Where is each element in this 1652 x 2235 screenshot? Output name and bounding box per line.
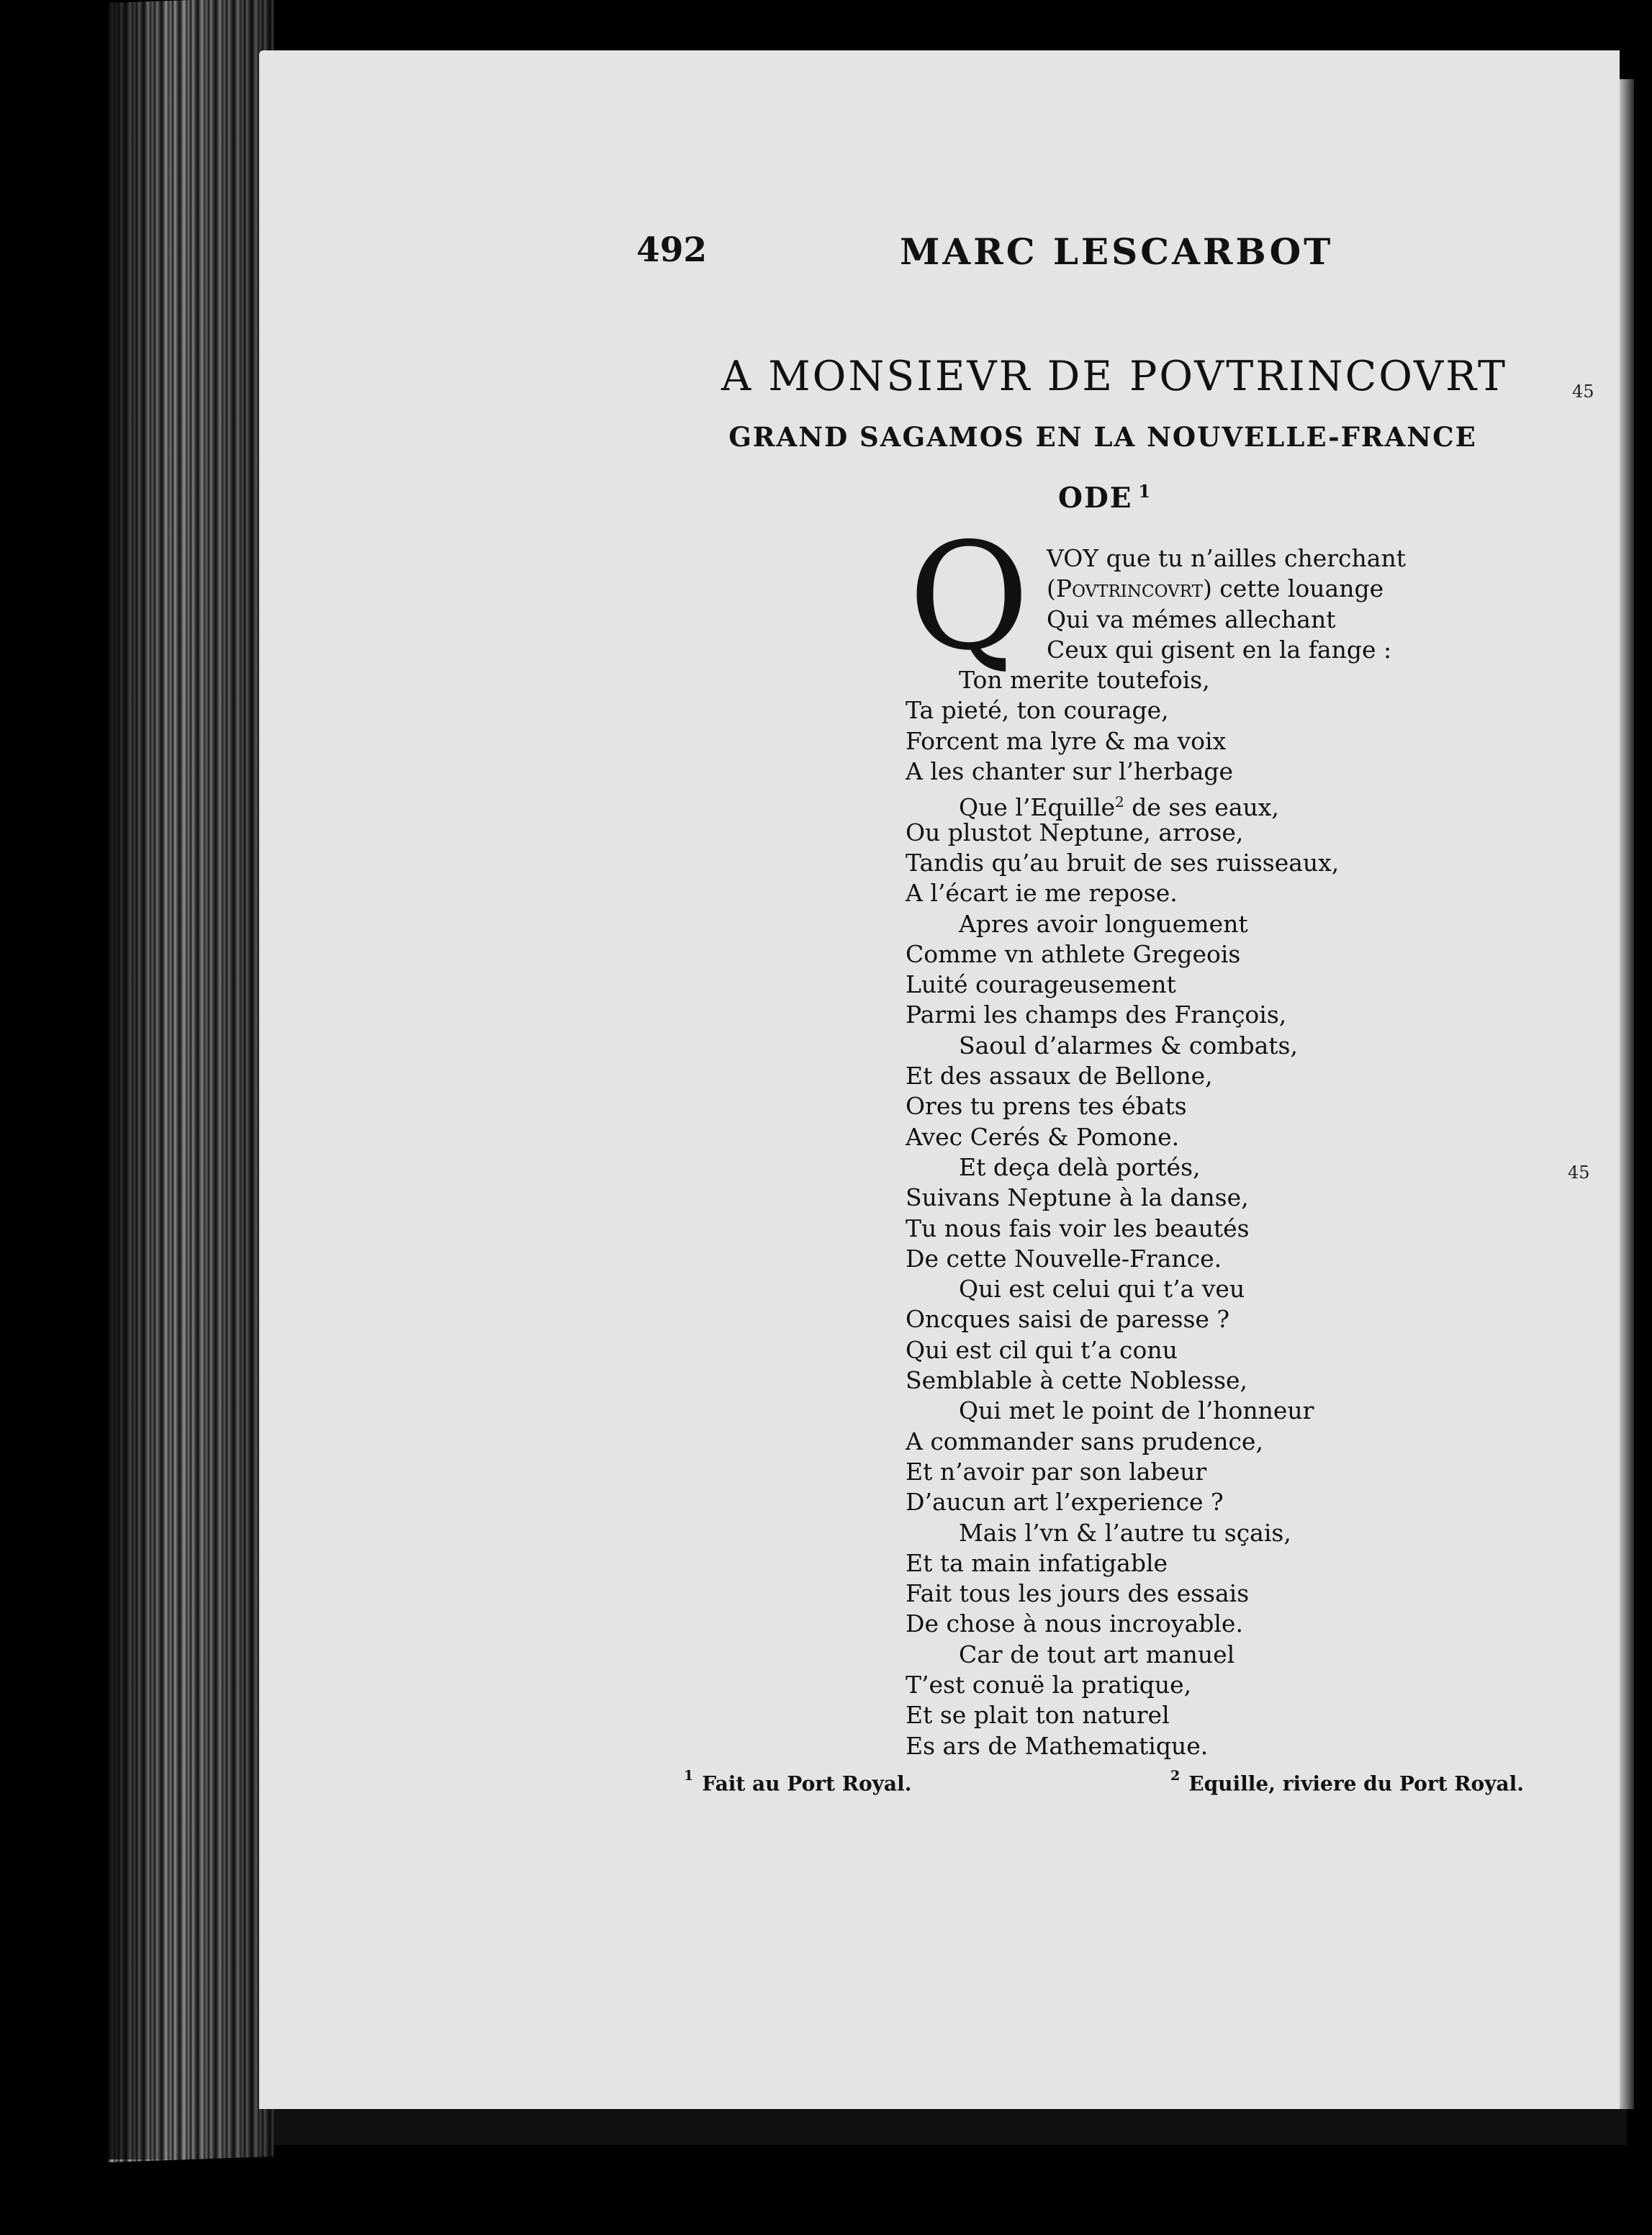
poem-line xyxy=(906,574,1406,604)
footnote xyxy=(684,1768,912,1796)
poem-title: A MONSIEVR DE POVTRINCOVRT xyxy=(721,353,1508,400)
poem-line xyxy=(906,787,1406,822)
poem-line: Ceux qui gisent en la fange : xyxy=(1047,635,1392,664)
poem-line: D’aucun art l’experience ? xyxy=(906,1488,1224,1517)
poem-line: Qui est celui qui t’a veu xyxy=(959,1275,1245,1304)
footnote xyxy=(1170,1768,1524,1796)
poem-line: Qui met le point de l’honneur xyxy=(959,1396,1314,1425)
poem-line: T’est conuë la pratique, xyxy=(906,1670,1192,1699)
drop-cap: Q xyxy=(908,512,1030,683)
poem-line-rest: ) cette louange xyxy=(1202,574,1384,603)
poem-line-rest: de ses eaux, xyxy=(1124,793,1279,822)
poem-body xyxy=(906,543,1406,1761)
poem-line: Qui va mémes allechant xyxy=(1047,605,1336,633)
footnote-text: Fait au Port Royal. xyxy=(702,1771,912,1796)
poem-line: Mais l’vn & l’autre tu sçais, xyxy=(959,1518,1291,1547)
poem-line: Ou plustot Neptune, arrose, xyxy=(906,818,1244,846)
poem-line: Suivans Neptune à la danse, xyxy=(906,1183,1249,1212)
poem-line: Qui est cil qui t’a conu xyxy=(906,1335,1178,1364)
poem-line: A les chanter sur l’herbage xyxy=(906,757,1234,786)
ode-label: ODE xyxy=(1058,482,1133,515)
poem-line: Et des assaux de Bellone, xyxy=(906,1062,1213,1091)
poem-line: Et n’avoir par son labeur xyxy=(906,1457,1207,1486)
poem-line: Ores tu prens tes ébats xyxy=(906,1092,1187,1121)
poem-line: A commander sans prudence, xyxy=(906,1427,1263,1455)
poem-line: Ta pieté, ton courage, xyxy=(906,696,1169,725)
facing-page-edge xyxy=(1620,79,1634,2109)
footnote-mark: 1 xyxy=(684,1768,694,1784)
poem-line: Parmi les champs des François, xyxy=(906,1001,1287,1029)
poem-line: Fait tous les jours des essais xyxy=(906,1579,1250,1608)
poem-line: Comme vn athlete Gregeois xyxy=(906,939,1241,968)
ode-heading xyxy=(1058,481,1152,515)
margin-line-number: 45 xyxy=(1572,381,1594,402)
poem-line: A l’écart ie me repose. xyxy=(906,879,1178,908)
margin-line-number: 45 xyxy=(1568,1162,1590,1183)
footnote-ref: 2 xyxy=(1115,793,1124,811)
poem-line-start: Que l’Equille xyxy=(959,793,1116,822)
poem-line: Et se plait ton naturel xyxy=(906,1701,1170,1730)
poem-line: Saoul d’alarmes & combats, xyxy=(959,1031,1298,1060)
footnote-text: Equille, riviere du Port Royal. xyxy=(1188,1771,1524,1796)
poem-line: De chose à nous incroyable. xyxy=(906,1609,1243,1638)
poem-line: Semblable à cette Noblesse, xyxy=(906,1366,1248,1395)
poem-line: Car de tout art manuel xyxy=(959,1640,1235,1669)
poem-line: Forcent ma lyre & ma voix xyxy=(906,726,1227,755)
poem-line: Et ta main infatigable xyxy=(906,1548,1168,1577)
poem-line: Et deça delà portés, xyxy=(959,1152,1201,1181)
poem-name-smallcaps: Povtrincovrt xyxy=(1055,574,1203,603)
poem-line: Apres avoir longuement xyxy=(959,909,1248,938)
poem-line: Avec Cerés & Pomone. xyxy=(906,1122,1180,1151)
running-head: MARC LESCARBOT xyxy=(900,230,1334,273)
poem-line: Ton merite toutefois, xyxy=(959,666,1210,695)
poem-line: Tandis qu’au bruit de ses ruisseaux, xyxy=(906,848,1340,877)
poem-line: Tu nous fais voir les beautés xyxy=(906,1214,1250,1242)
ode-note-ref: 1 xyxy=(1138,481,1152,502)
poem-line: Oncques saisi de paresse ? xyxy=(906,1305,1230,1334)
poem-line: Luité courageusement xyxy=(906,970,1176,999)
poem-subtitle: GRAND SAGAMOS EN LA NOUVELLE-FRANCE xyxy=(728,421,1477,453)
footnote-mark: 2 xyxy=(1170,1768,1181,1784)
spine-shadow xyxy=(108,0,274,2159)
page-number: 492 xyxy=(636,230,708,270)
paren-open: ( xyxy=(1047,574,1056,603)
poem-line: Es ars de Mathematique. xyxy=(906,1731,1209,1760)
poem-line: VOY que tu n’ailles cherchant xyxy=(1047,544,1406,572)
poem-line: De cette Nouvelle-France. xyxy=(906,1244,1222,1273)
page-bottom-shadow xyxy=(274,2109,1627,2145)
